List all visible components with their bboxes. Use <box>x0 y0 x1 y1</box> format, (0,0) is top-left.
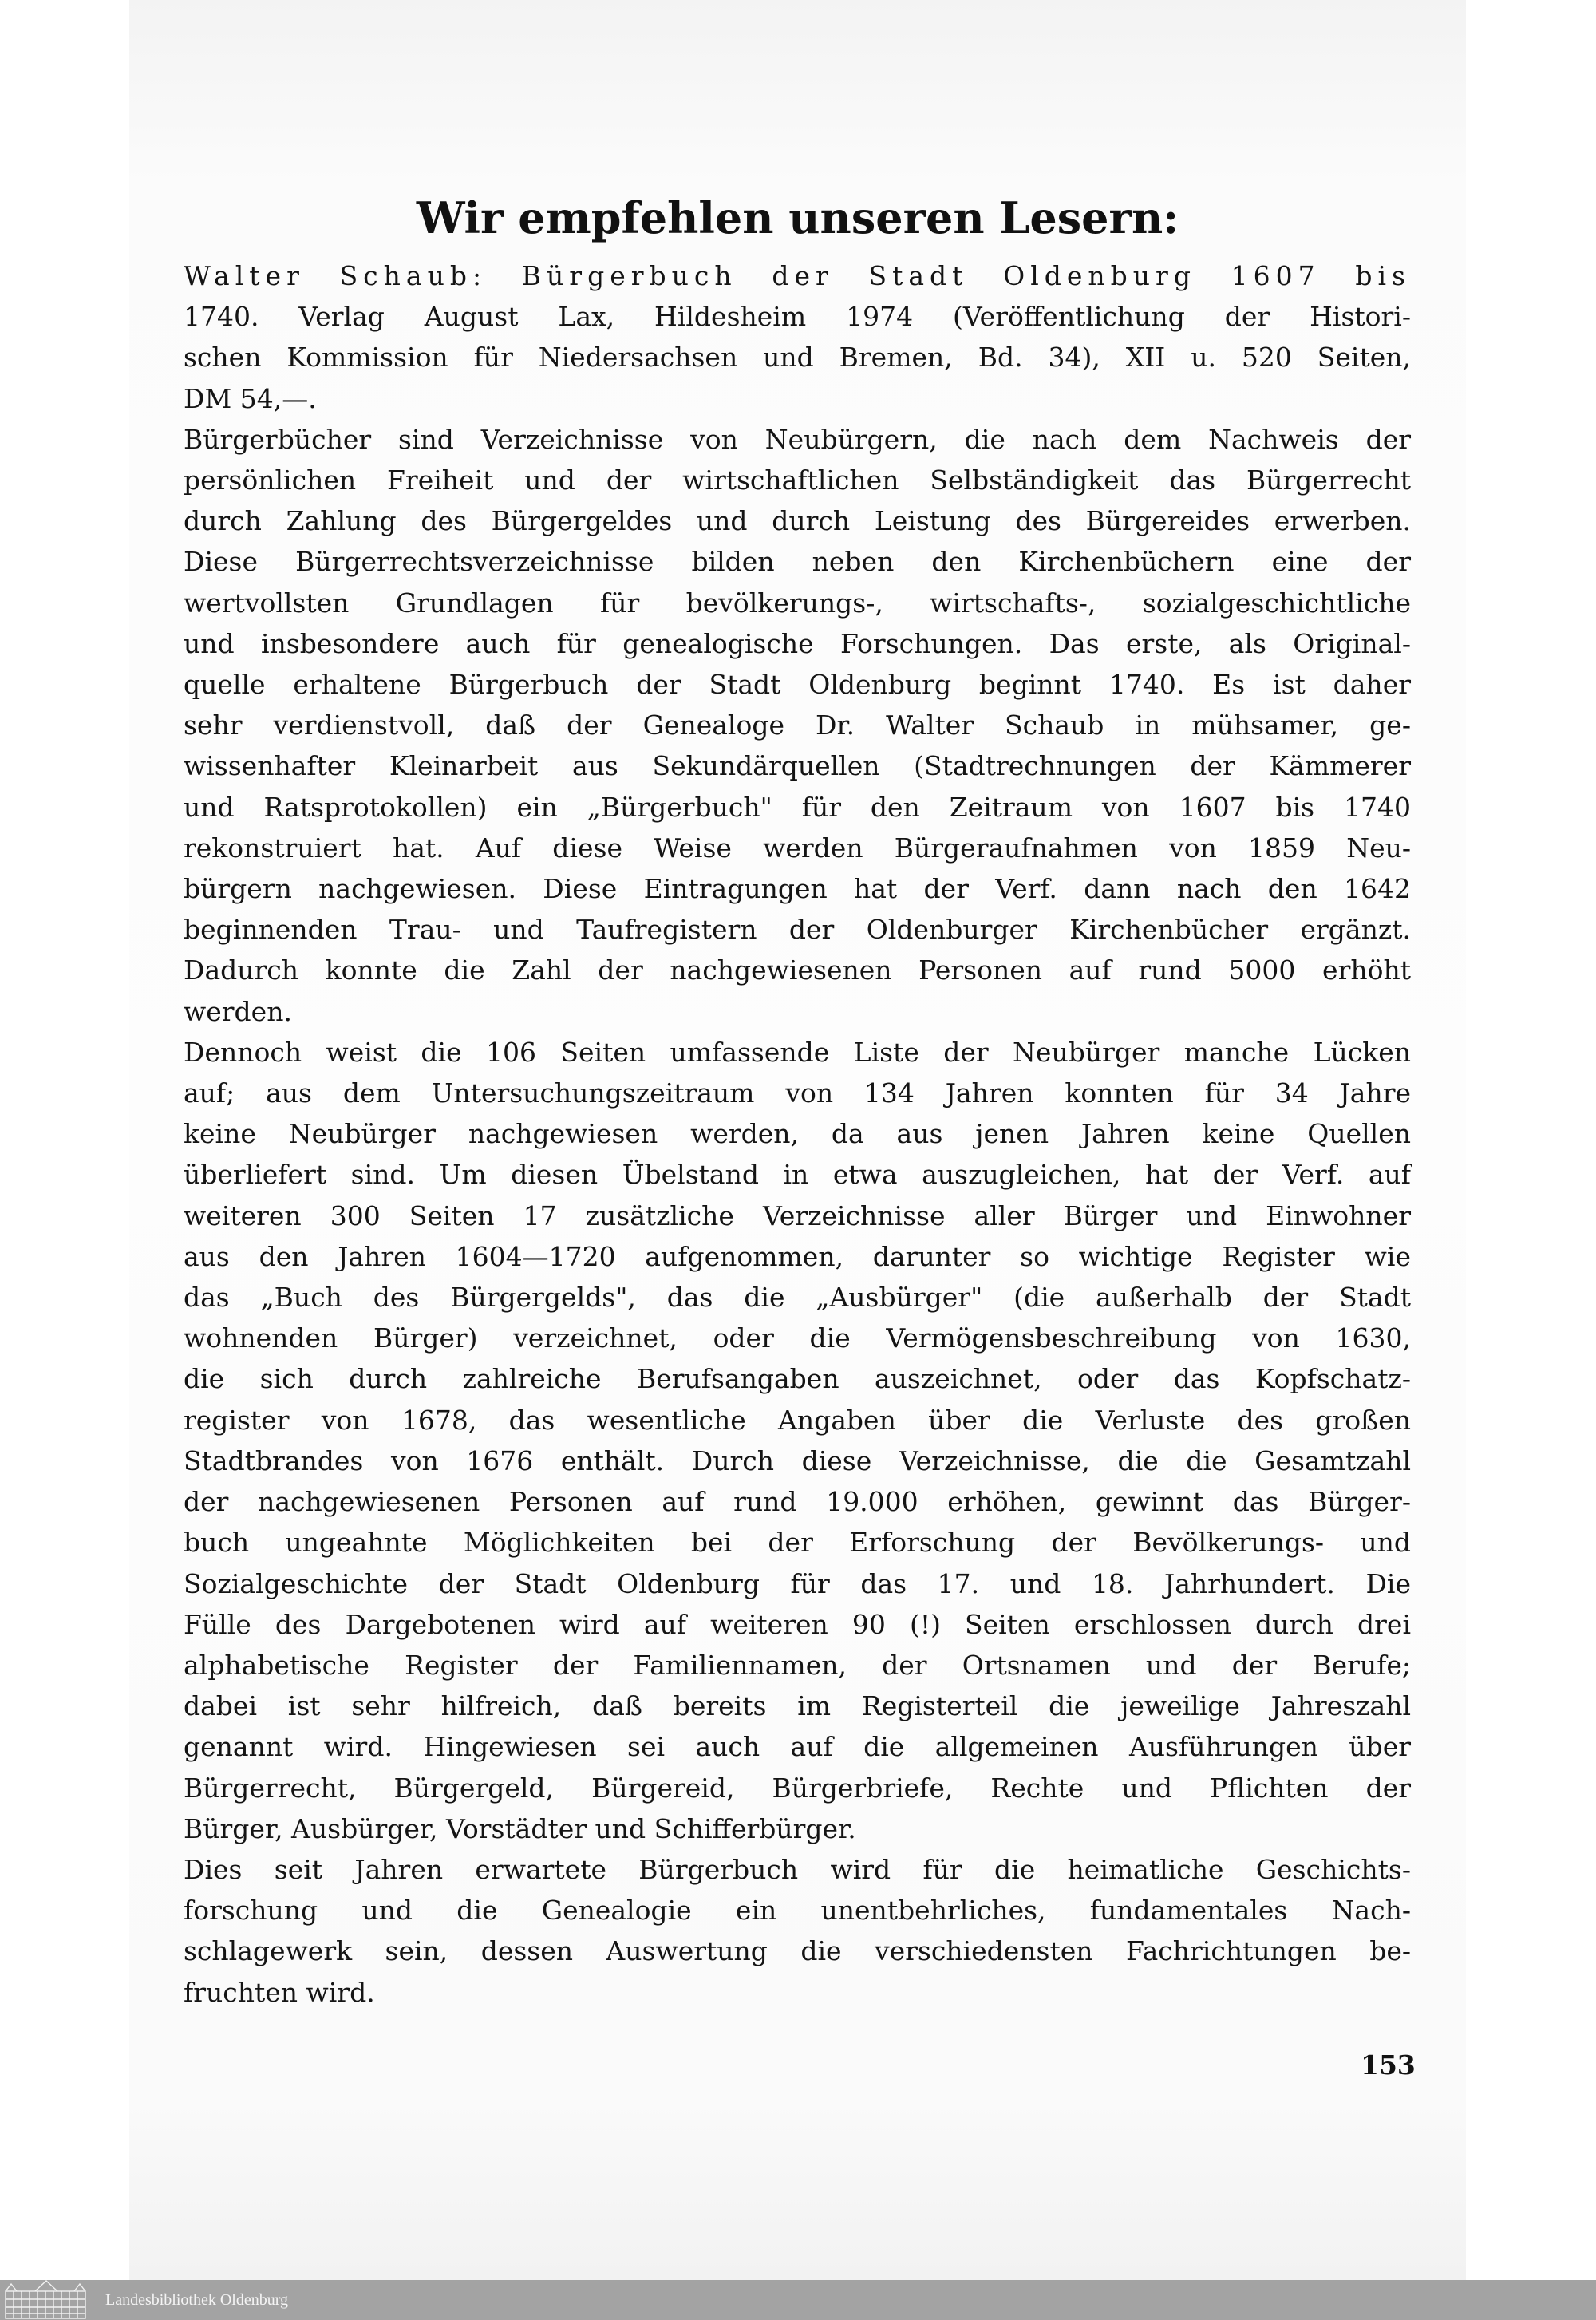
paragraph <box>184 1849 1411 2013</box>
text-line: beginnenden Trau- und Taufregistern der Oldenburger Kirchenbücher ergänzt. <box>184 914 1411 946</box>
text-line: persönlichen Freiheit und der wirtschaftlichen Selbständigkeit das Bürgerrecht <box>184 464 1411 496</box>
paragraph <box>184 419 1411 1032</box>
page-title: Wir empfehlen unseren Lesern: <box>416 192 1179 244</box>
text-line: die sich durch zahlreiche Berufsangaben auszeichnet, oder das Kopfschatz- <box>184 1363 1411 1395</box>
text-line: durch Zahlung des Bürgergeldes und durch Leistung des Bürgereides erwerben. <box>184 505 1411 537</box>
text-line: DM 54,—. <box>184 382 317 414</box>
text-line: wissenhafter Kleinarbeit aus Sekundärquellen (Stadtrechnungen der Kämmerer <box>184 750 1411 782</box>
library-footer-bar <box>0 2280 1596 2320</box>
page-number: 153 <box>1361 2049 1416 2081</box>
text-line: schen Kommission für Niedersachsen und Bremen, Bd. 34), XII u. 520 Seiten, <box>184 342 1411 373</box>
text-line: alphabetische Register der Familiennamen, der Ortsnamen und der Berufe; <box>184 1649 1411 1681</box>
library-name: Landesbibliothek Oldenburg <box>105 2290 289 2309</box>
text-line: rekonstruiert hat. Auf diese Weise werden Bürgeraufnahmen von 1859 Neu- <box>184 832 1411 864</box>
text-line: Stadtbrandes von 1676 enthält. Durch diese Verzeichnisse, die die Gesamtzahl <box>184 1445 1411 1476</box>
text-line: das „Buch des Bürgergelds", das die „Ausbürger" (die außerhalb der Stadt <box>184 1282 1411 1314</box>
text-line: forschung und die Genealogie ein unentbehrliches, fundamentales Nach- <box>184 1895 1411 1927</box>
text-line: weiteren 300 Seiten 17 zusätzliche Verzeichnisse aller Bürger und Einwohner <box>184 1200 1411 1231</box>
text-line: 1740. Verlag August Lax, Hildesheim 1974 (Veröffentlichung der Histori- <box>184 301 1411 333</box>
text-line: wohnenden Bürger) verzeichnet, oder die Vermögensbeschreibung von 1630, <box>184 1322 1411 1354</box>
text-line: schlagewerk sein, dessen Auswertung die verschiedensten Fachrichtungen be- <box>184 1935 1411 1967</box>
text-line: Walter Schaub: Bürgerbuch der Stadt Oldenburg 1607 bis <box>184 260 1411 291</box>
text-line: überliefert sind. Um diesen Übelstand in etwa auszugleichen, hat der Verf. auf <box>184 1159 1411 1191</box>
text-line: Dadurch konnte die Zahl der nachgewiesenen Personen auf rund 5000 erhöht <box>184 954 1411 986</box>
text-line: quelle erhaltene Bürgerbuch der Stadt Oldenburg beginnt 1740. Es ist daher <box>184 669 1411 701</box>
text-line: und Ratsprotokollen) ein „Bürgerbuch" für den Zeitraum von 1607 bis 1740 <box>184 791 1411 823</box>
text-line: Bürgerbücher sind Verzeichnisse von Neubürgern, die nach dem Nachweis der <box>184 423 1411 455</box>
text-line: aus den Jahren 1604—1720 aufgenommen, darunter so wichtige Register wie <box>184 1240 1411 1272</box>
paragraph <box>184 255 1411 419</box>
text-line: und insbesondere auch für genealogische Forschungen. Das erste, als Original- <box>184 627 1411 659</box>
text-line: genannt wird. Hingewiesen sei auch auf die allgemeinen Ausführungen über <box>184 1731 1411 1763</box>
document-page <box>129 0 1466 2280</box>
text-line: Bürgerrecht, Bürgergeld, Bürgereid, Bürgerbriefe, Rechte und Pflichten der <box>184 1772 1411 1804</box>
library-building-icon <box>3 2280 89 2320</box>
text-line: Fülle des Dargebotenen wird auf weiteren 90 (!) Seiten erschlossen durch drei <box>184 1608 1411 1640</box>
text-line: Diese Bürgerrechtsverzeichnisse bilden neben den Kirchenbüchern eine der <box>184 546 1411 578</box>
text-line: Sozialgeschichte der Stadt Oldenburg für das 17. und 18. Jahrhundert. Die <box>184 1567 1411 1599</box>
text-line: sehr verdienstvoll, daß der Genealoge Dr. Walter Schaub in mühsamer, ge- <box>184 709 1411 741</box>
text-line: Dies seit Jahren erwartete Bürgerbuch wird für die heimatliche Geschichts- <box>184 1853 1411 1885</box>
text-line: keine Neubürger nachgewiesen werden, da aus jenen Jahren keine Quellen <box>184 1118 1411 1150</box>
review-body <box>184 255 1411 2013</box>
text-line: bürgern nachgewiesen. Diese Eintragungen hat der Verf. dann nach den 1642 <box>184 873 1411 905</box>
text-line: der nachgewiesenen Personen auf rund 19.000 erhöhen, gewinnt das Bürger- <box>184 1486 1411 1518</box>
text-line: register von 1678, das wesentliche Angaben über die Verluste des großen <box>184 1404 1411 1436</box>
text-line: buch ungeahnte Möglichkeiten bei der Erforschung der Bevölkerungs- und <box>184 1527 1411 1559</box>
text-line: Dennoch weist die 106 Seiten umfassende Liste der Neubürger manche Lücken <box>184 1036 1411 1068</box>
text-line: fruchten wird. <box>184 1976 375 2008</box>
text-line: auf; aus dem Untersuchungszeitraum von 134 Jahren konnten für 34 Jahre <box>184 1077 1411 1109</box>
text-line: dabei ist sehr hilfreich, daß bereits im Registerteil die jeweilige Jahreszahl <box>184 1690 1411 1722</box>
text-line: wertvollsten Grundlagen für bevölkerungs-, wirtschafts-, sozialgeschichtliche <box>184 587 1411 619</box>
text-line: werden. <box>184 995 292 1027</box>
paragraph <box>184 1032 1411 1849</box>
text-line: Bürger, Ausbürger, Vorstädter und Schifferbürger. <box>184 1812 856 1844</box>
